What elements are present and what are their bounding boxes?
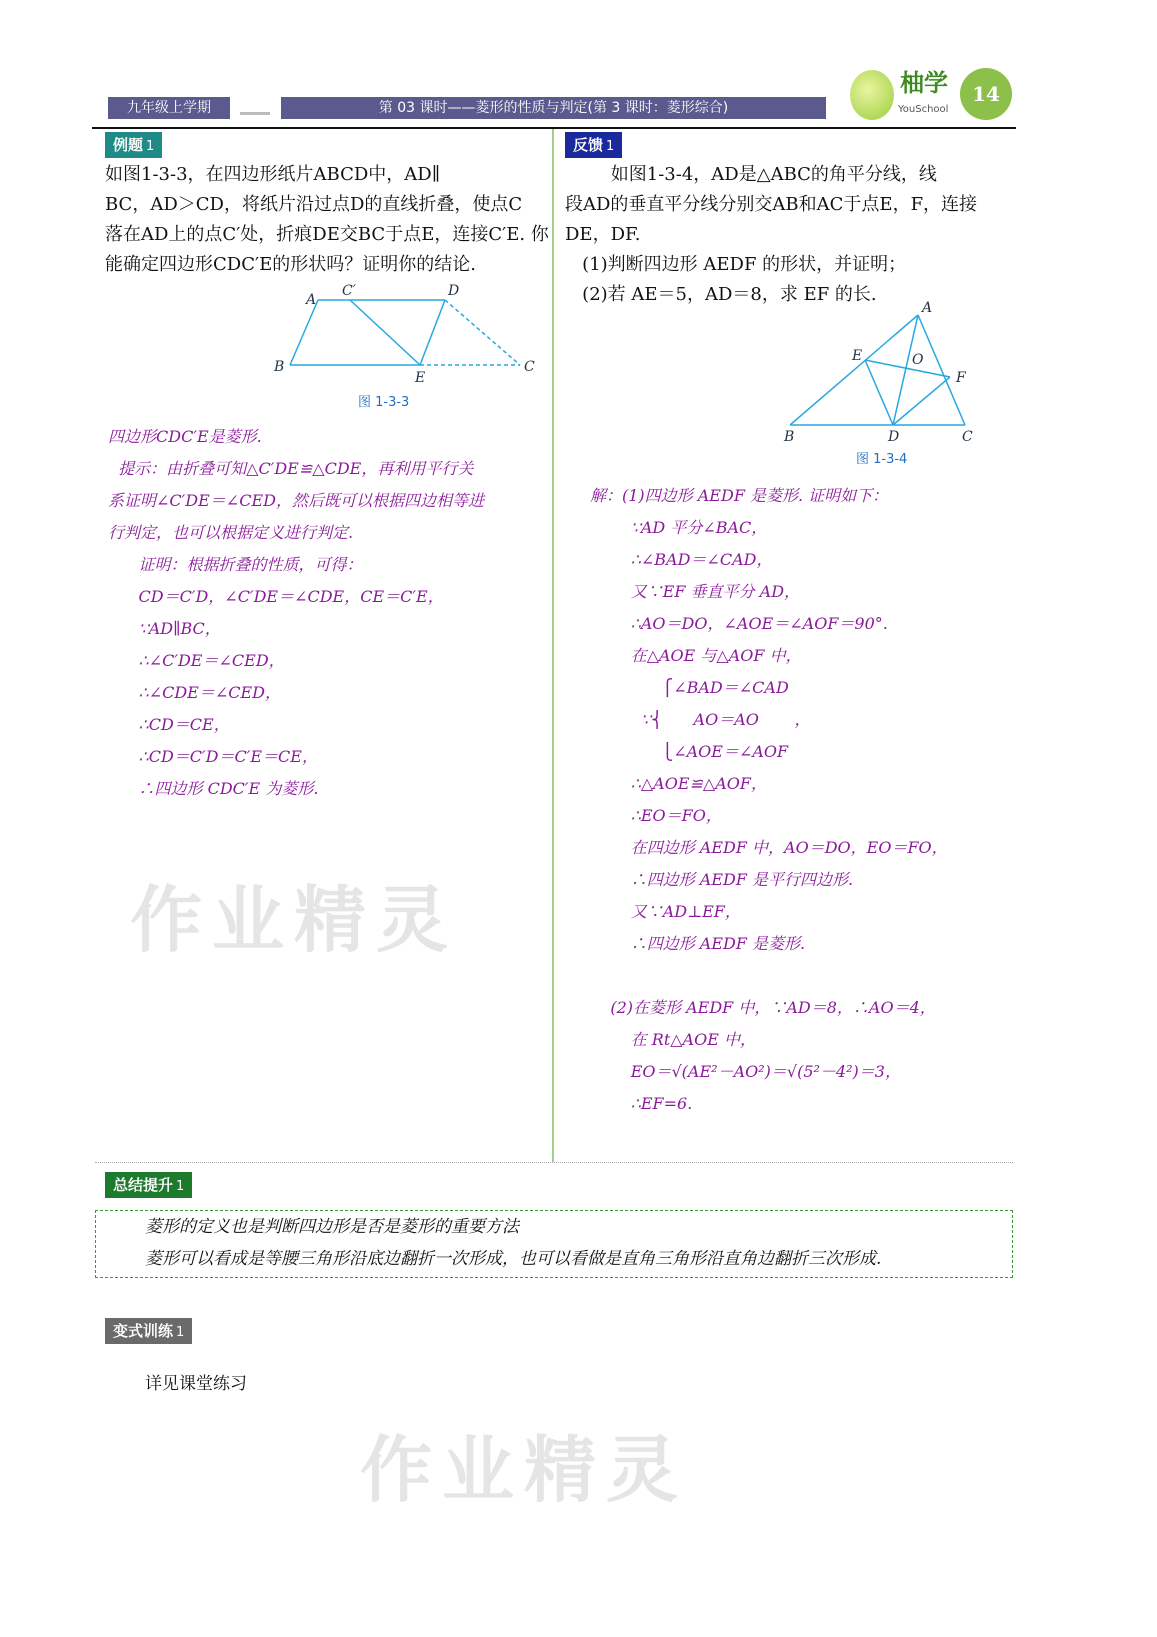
question-line: 如图1-3-3，在四边形纸片ABCD中，AD∥ bbox=[105, 164, 441, 185]
segment-AB bbox=[790, 315, 918, 425]
answer-line: ∴AO＝DO，∠AOE＝∠AOF＝90°. bbox=[590, 614, 888, 633]
header-rule bbox=[92, 127, 1016, 129]
logo-text: 柚学 bbox=[900, 69, 948, 97]
label-D: D bbox=[448, 283, 460, 299]
question-line: 落在AD上的点C′处，折痕DE交BC于点E，连接C′E. 你 bbox=[105, 224, 549, 245]
answer-line: 又∵AD⊥EF， bbox=[590, 902, 741, 921]
answer-line: 证明：根据折叠的性质，可得： bbox=[108, 555, 363, 574]
question-line: BC，AD＞CD，将纸片沿过点D的直线折叠，使点C bbox=[105, 194, 523, 215]
figure-caption: 图 1-3-4 bbox=[856, 452, 908, 467]
question-line: 如图1-3-4，AD是△ABC的角平分线，线 bbox=[565, 164, 937, 185]
feedback-tag-number: 1 bbox=[606, 139, 615, 154]
answer-line: 四边形CDC′E是菱形. bbox=[108, 427, 262, 446]
answer-line bbox=[590, 960, 948, 992]
answer-line: 提示：由折叠可知△C′DE≌△CDE，再利用平行关 bbox=[108, 459, 474, 478]
answer-line: ∴EF=6. bbox=[590, 1094, 693, 1113]
example-tag-number: 1 bbox=[146, 139, 155, 154]
question-line: (2)若 AE＝5，AD＝8，求 EF 的长. bbox=[565, 284, 877, 305]
segment-DC-dashed bbox=[445, 300, 520, 365]
answer-line: ∵⎨ AO＝AO ， bbox=[590, 710, 811, 729]
answer-line: ∵AD 平分∠BAC， bbox=[590, 518, 768, 537]
answer-line: ∴CD＝C′D＝C′E＝CE， bbox=[108, 747, 318, 766]
example-answer bbox=[108, 421, 484, 805]
question-line: 段AD的垂直平分线分别交AB和AC于点E，F，连接 bbox=[565, 194, 978, 215]
answer-line: EO＝√(AE²－AO²)＝√(5²－4²)＝3， bbox=[590, 1062, 901, 1081]
answer-line: ⎩∠AOE＝∠AOF bbox=[590, 742, 789, 761]
label-A: A bbox=[306, 292, 317, 308]
header-divider-mark bbox=[240, 112, 270, 115]
feedback-tag-label: 反馈 bbox=[573, 136, 604, 154]
question-line: 能确定四边形CDC′E的形状吗？证明你的结论. bbox=[105, 254, 476, 275]
page-number: 14 bbox=[960, 68, 1012, 120]
logo-mascot-icon bbox=[850, 70, 894, 120]
answer-line: ∴∠C′DE＝∠CED， bbox=[108, 651, 285, 670]
answer-line: ∴∠BAD＝∠CAD， bbox=[590, 550, 773, 569]
column-divider bbox=[552, 129, 554, 1162]
label-C: C bbox=[524, 359, 535, 375]
example-tag-label: 例题 bbox=[113, 136, 144, 154]
watermark: 作业精灵 bbox=[130, 878, 459, 962]
summary-tag bbox=[105, 1172, 192, 1198]
label-D: D bbox=[888, 429, 900, 445]
variant-tag-number: 1 bbox=[176, 1325, 185, 1340]
segment-C'E bbox=[350, 300, 420, 365]
feedback-tag bbox=[565, 132, 622, 158]
summary-text bbox=[145, 1211, 881, 1275]
label-A: A bbox=[922, 300, 933, 316]
answer-line: ∴△AOE≌△AOF， bbox=[590, 774, 768, 793]
label-C-prime: C′ bbox=[342, 283, 356, 299]
grade-label: 九年级上学期 bbox=[108, 97, 230, 119]
answer-line: ∴∠CDE＝∠CED， bbox=[108, 683, 282, 702]
segment-ED bbox=[865, 360, 893, 425]
segment-AB bbox=[290, 300, 318, 365]
label-E: E bbox=[852, 348, 863, 364]
summary-tag-number: 1 bbox=[176, 1179, 185, 1194]
label-F: F bbox=[956, 370, 966, 386]
answer-line: ∴四边形 AEDF 是菱形. bbox=[590, 934, 806, 953]
label-B: B bbox=[784, 429, 795, 445]
feedback-answer bbox=[590, 480, 948, 1120]
logo bbox=[848, 64, 1018, 124]
answer-line: 在 Rt△AOE 中， bbox=[590, 1030, 756, 1049]
label-O: O bbox=[912, 352, 924, 368]
figure-caption: 图 1-3-3 bbox=[358, 395, 410, 410]
answer-line: 解：(1)四边形 AEDF 是菱形. 证明如下： bbox=[590, 486, 889, 505]
summary-line: 菱形可以看成是等腰三角形沿底边翻折一次形成，也可以看做是直角三角形沿直角边翻折三次形成. bbox=[145, 1249, 882, 1269]
answer-line: ∵AD∥BC， bbox=[108, 619, 221, 638]
answer-line: ∴EO＝FO， bbox=[590, 806, 722, 825]
variant-tag bbox=[105, 1318, 192, 1344]
feedback-question bbox=[565, 160, 977, 310]
question-line: DE，DF. bbox=[565, 224, 641, 245]
label-E: E bbox=[415, 370, 426, 386]
answer-line: ∴四边形 CDC′E 为菱形. bbox=[108, 779, 319, 798]
variant-tag-label: 变式训练 bbox=[113, 1322, 174, 1340]
label-C: C bbox=[962, 429, 973, 445]
answer-line: ⎧∠BAD＝∠CAD bbox=[590, 678, 789, 697]
answer-line: 系证明∠C′DE＝∠CED，然后既可以根据四边相等进 bbox=[108, 491, 484, 510]
watermark: 作业精灵 bbox=[360, 1428, 689, 1512]
summary-line: 菱形的定义也是判断四边形是否是菱形的重要方法 bbox=[145, 1217, 519, 1237]
question-line: (1)判断四边形 AEDF 的形状，并证明； bbox=[565, 254, 907, 275]
answer-line: (2)在菱形 AEDF 中，∵AD＝8，∴AO＝4， bbox=[590, 998, 936, 1017]
logo-subtext: YouSchool bbox=[898, 104, 949, 115]
section-rule bbox=[95, 1162, 1013, 1163]
answer-line: CD＝C′D，∠C′DE＝∠CDE，CE＝C′E， bbox=[108, 587, 444, 606]
answer-line: 行判定，也可以根据定义进行判定. bbox=[108, 523, 354, 542]
answer-line: 又∵EF 垂直平分 AD， bbox=[590, 582, 801, 601]
example-tag bbox=[105, 132, 162, 158]
figure-1-3-4 bbox=[780, 300, 980, 470]
answer-line: ∴CD＝CE， bbox=[108, 715, 230, 734]
lesson-title: 第 03 课时——菱形的性质与判定(第 3 课时：菱形综合) bbox=[281, 97, 826, 119]
label-B: B bbox=[274, 359, 285, 375]
variant-text: 详见课堂练习 bbox=[145, 1374, 247, 1394]
answer-line: 在△AOE 与△AOF 中， bbox=[590, 646, 802, 665]
figure-1-3-3 bbox=[260, 280, 550, 415]
answer-line: ∴四边形 AEDF 是平行四边形. bbox=[590, 870, 854, 889]
segment-DE bbox=[420, 300, 445, 365]
summary-tag-label: 总结提升 bbox=[113, 1176, 174, 1194]
answer-line: 在四边形 AEDF 中，AO＝DO，EO＝FO， bbox=[590, 838, 948, 857]
example-question bbox=[105, 160, 549, 280]
